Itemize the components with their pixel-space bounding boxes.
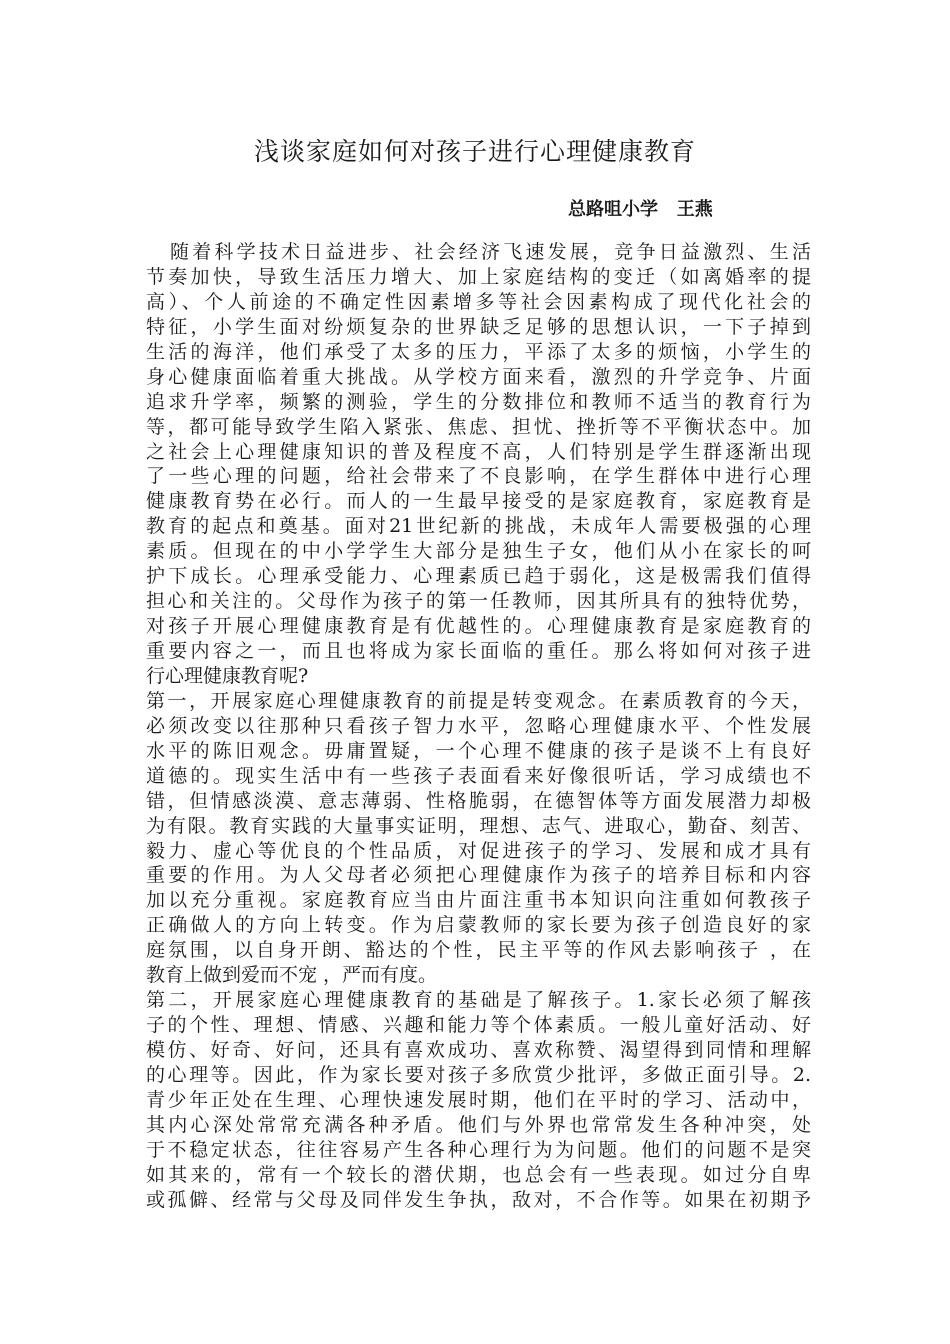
- text-line: 节奏加快，导致生活压力增大、加上家庭结构的变迁（如离婚率的提: [146, 265, 811, 288]
- text-line: 子的个性、理想、情感、兴趣和能力等个体素质。一般儿童好活动、好: [146, 1014, 811, 1037]
- text-line: 错，但情感淡漠、意志薄弱、性格脆弱，在德智体等方面发展潜力却极: [146, 789, 811, 812]
- text-line: 担心和关注的。父母作为孩子的第一任教师，因其所具有的独特优势，: [146, 590, 811, 613]
- text-line: 道德的。现实生活中有一些孩子表面看来好像很听话，学习成绩也不: [146, 764, 811, 787]
- author-line: 总路咀小学 王燕: [568, 199, 713, 220]
- text-line: 的心理等。因此，作为家长要对孩子多欣赏少批评，多做正面引导。2.: [146, 1063, 811, 1086]
- text-line: 追求升学率，频繁的测验，学生的分数排位和教师不适当的教育行为: [146, 390, 811, 413]
- text-line: 了一些心理的问题，给社会带来了不良影响，在学生群体中进行心理: [146, 465, 811, 488]
- text-line: 水平的陈旧观念。毋庸置疑，一个心理不健康的孩子是谈不上有良好: [146, 739, 811, 762]
- text-line: 特征，小学生面对纷烦复杂的世界缺乏足够的思想认识，一下子掉到: [146, 315, 811, 338]
- text-line: 为有限。教育实践的大量事实证明，理想、志气、进取心，勤奋、刻苦、: [146, 814, 811, 837]
- body-text: [146, 240, 811, 1213]
- text-line: 行心理健康教育呢?: [146, 664, 309, 687]
- text-line: 教育的起点和奠基。面对21世纪新的挑战，未成年人需要极强的心理: [146, 515, 811, 538]
- text-line: 身心健康面临着重大挑战。从学校方面来看，激烈的升学竞争、片面: [146, 365, 811, 388]
- text-line: 重要内容之一，而且也将成为家长面临的重任。那么将如何对孩子进: [146, 640, 811, 662]
- text-line: 加以充分重视。家庭教育应当由片面注重书本知识向注重如何教孩子: [146, 889, 811, 912]
- text-line: 护下成长。心理承受能力、心理素质已趋于弱化，这是极需我们值得: [146, 565, 811, 588]
- text-line: 重要的作用。为人父母者必须把心理健康作为孩子的培养目标和内容: [146, 864, 811, 887]
- text-line: 毅力、虚心等优良的个性品质，对促进孩子的学习、发展和成才具有: [146, 839, 811, 862]
- text-line: 正确做人的方向上转变。作为启蒙教师的家长要为孩子创造良好的家: [146, 914, 811, 937]
- document-title: 浅谈家庭如何对孩子进行心理健康教育: [253, 137, 696, 166]
- text-line: 青少年正处在生理、心理快速发展时期，他们在平时的学习、活动中，: [146, 1088, 811, 1111]
- text-line: 等，都可能导致学生陷入紧张、焦虑、担忧、挫折等不平衡状态中。加: [146, 415, 811, 438]
- text-line: 健康教育势在必行。而人的一生最早接受的是家庭教育，家庭教育是: [146, 490, 811, 513]
- text-line: 教育上做到爱而不宠 ，严而有度。: [146, 964, 438, 987]
- text-line: 对孩子开展心理健康教育是有优越性的。心理健康教育是家庭教育的: [146, 615, 811, 638]
- text-line: 随着科学技术日益进步、社会经济飞速发展，竞争日益激烈、生活: [170, 241, 811, 263]
- text-line: 第一，开展家庭心理健康教育的前提是转变观念。在素质教育的今天，: [146, 689, 811, 712]
- text-line: 第二，开展家庭心理健康教育的基础是了解孩子。1.家长必须了解孩: [146, 989, 811, 1012]
- text-line: 于不稳定状态，往往容易产生各种心理行为为问题。他们的问题不是突: [146, 1138, 811, 1161]
- text-line: 模仿、好奇、好问，还具有喜欢成功、喜欢称赞、渴望得到同情和理解: [146, 1039, 811, 1061]
- text-line: 其内心深处常常充满各种矛盾。他们与外界也常常发生各种冲突，处: [146, 1113, 811, 1136]
- text-line: 庭氛围，以自身开朗、豁达的个性，民主平等的作风去影响孩子 ，在: [146, 939, 811, 962]
- text-line: 之社会上心理健康知识的普及程度不高，人们特别是学生群逐渐出现: [146, 440, 811, 463]
- text-line: 必须改变以往那种只看孩子智力水平，忽略心理健康水平、个性发展: [146, 714, 811, 737]
- text-line: 高）、个人前途的不确定性因素增多等社会因素构成了现代化社会的: [146, 290, 811, 313]
- text-line: 如其来的，常有一个较长的潜伏期，也总会有一些表现。如过分自卑: [146, 1163, 811, 1186]
- text-line: 或孤僻、经常与父母及同伴发生争执，敌对，不合作等。如果在初期予: [146, 1188, 811, 1211]
- text-line: 生活的海洋，他们承受了太多的压力，平添了太多的烦恼，小学生的: [146, 340, 811, 363]
- text-line: 素质。但现在的中小学学生大部分是独生子女，他们从小在家长的呵: [146, 540, 811, 563]
